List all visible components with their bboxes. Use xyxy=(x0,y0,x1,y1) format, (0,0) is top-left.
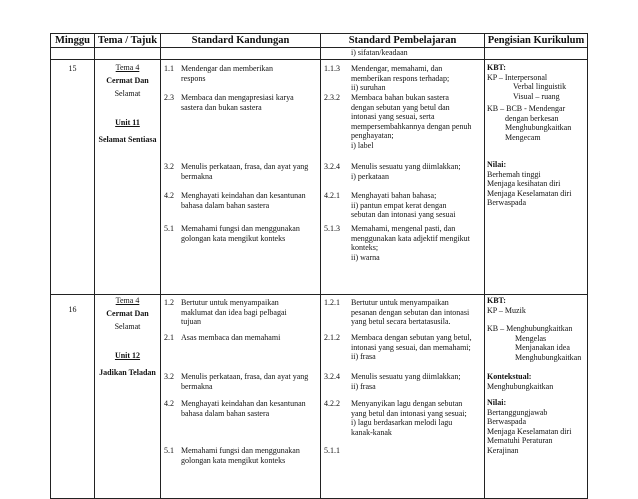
sk-code: 5.1 xyxy=(164,446,174,455)
sp-text-line: Menulis sesuatu yang diimlakkan; xyxy=(351,372,461,381)
sp-text-line: intonasi yang sesuai, serta xyxy=(351,112,435,121)
sp-text-line: Menghayati bahan bahasa; xyxy=(351,191,437,200)
sk-code: 3.2 xyxy=(164,372,174,381)
sk-code: 4.2 xyxy=(164,191,174,200)
sk-text-line: respons xyxy=(181,73,206,83)
sk-text-line: Memahami fungsi dan menggunakan xyxy=(181,446,300,455)
sk-text-line: Mendengar dan memberikan xyxy=(181,64,273,73)
sk-code: 4.2 xyxy=(164,399,174,408)
unit-title: Jadikan Teladan xyxy=(99,368,156,377)
header-minggu: Minggu xyxy=(51,34,95,48)
unit-label: Unit 11 xyxy=(115,118,140,127)
sp-text-line: sebutan dan intonasi yang sesuai xyxy=(351,210,456,219)
kbt-line: Visual – ruang xyxy=(513,91,560,101)
kbt-line: KP – Muzik xyxy=(487,305,526,315)
sk-cell xyxy=(161,60,320,294)
sp-text-line: pesanan dengan sebutan dan intonasi xyxy=(351,307,470,317)
nilai-line: Bertanggungjawab xyxy=(487,407,548,417)
sp-text-line: memberikan respons terhadap; xyxy=(351,73,450,83)
sp-text-line: ii) warna xyxy=(351,252,380,262)
sp-text-line: i) label xyxy=(351,140,374,150)
sk-text-line: Asas membaca dan memahami xyxy=(181,333,281,342)
sk-text-line: Menghayati keindahan dan kesantunan xyxy=(181,399,306,408)
sp-text-line: Mendengar, memahami, dan xyxy=(351,64,443,73)
sp-code: 4.2.1 xyxy=(324,191,340,200)
kbt-label: KBT: xyxy=(487,296,506,305)
sk-cell xyxy=(161,295,320,498)
sp-text-line: ii) pantun empat kerat dengan xyxy=(351,200,447,210)
sp-cell xyxy=(321,60,484,294)
sk-text-line: bahasa dalam bahan sastera xyxy=(181,408,270,418)
nilai-line: Kerajinan xyxy=(487,445,519,455)
sp-text-line: Bertutur untuk menyampaikan xyxy=(351,298,449,307)
sk-text-line: bermakna xyxy=(181,171,213,181)
week-15-row xyxy=(51,60,588,295)
sk-code: 2.3 xyxy=(164,93,174,102)
nilai-line: Berhemah tinggi xyxy=(487,169,541,179)
kbt-line: Verbal linguistik xyxy=(513,82,567,91)
sk-text-line: Memahami fungsi dan menggunakan xyxy=(181,224,300,233)
header-row xyxy=(51,34,588,48)
sp-code: 2.3.2 xyxy=(324,93,340,102)
week-number: 16 xyxy=(68,305,77,314)
nilai-label: Nilai: xyxy=(487,160,507,169)
sp-text-line: mempersembahkannya dengan penuh xyxy=(351,121,472,131)
nilai-line: Menjaga Keselamatan diri xyxy=(487,426,572,436)
carry-over-row xyxy=(51,48,588,60)
theme-name-line1: Cermat Dan xyxy=(106,309,149,318)
sp-code: 2.1.2 xyxy=(324,333,340,342)
nilai-label: Nilai: xyxy=(487,398,507,407)
pk-cell xyxy=(485,60,587,294)
week-16-row xyxy=(51,295,588,499)
kbt-line: KP – Interpersonal xyxy=(487,72,548,82)
sk-code: 1.1 xyxy=(164,64,174,73)
sp-text-line: yang betul secara bertatasusila. xyxy=(351,317,451,326)
sk-code: 3.2 xyxy=(164,162,174,171)
sk-text-line: golongan kata mengikut konteks xyxy=(181,455,286,465)
konteks-line: Menghubungkaitkan xyxy=(487,381,554,391)
sk-text-line: maklumat dan idea bagi pelbagai xyxy=(181,307,287,317)
sk-text-line: Bertutur untuk menyampaikan xyxy=(181,298,279,307)
sp-code: 3.2.4 xyxy=(324,162,340,171)
theme-label: Tema 4 xyxy=(115,296,140,305)
sp-text-line: Menyanyikan lagu dengan sebutan xyxy=(351,399,463,408)
header-tema: Tema / Tajuk xyxy=(95,34,161,48)
kb-line: dengan berkesan xyxy=(505,113,559,123)
sp-code: 4.2.2 xyxy=(324,399,340,408)
sk-text-line: golongan kata mengikut konteks xyxy=(181,233,286,243)
sk-text-line: Membaca dan mengapresiasi karya xyxy=(181,93,294,102)
unit-title: Selamat Sentiasa xyxy=(98,135,157,144)
sk-text-line: bahasa dalam bahan sastera xyxy=(181,200,270,210)
header-pk: Pengisian Kurikulum xyxy=(485,34,588,48)
sp-text-line: ii) frasa xyxy=(351,381,376,391)
sp-code: 5.1.3 xyxy=(324,224,340,233)
nilai-line: Menjaga Keselamatan diri xyxy=(487,188,572,198)
sk-code: 5.1 xyxy=(164,224,174,233)
sp-text-line: Memahami, mengenal pasti, dan xyxy=(351,224,456,233)
pk-cell xyxy=(485,295,587,498)
sp-code: 1.2.1 xyxy=(324,298,340,307)
nilai-line: Berwaspada xyxy=(487,198,527,207)
sp-text-line: dengan sebutan yang betul dan xyxy=(351,102,450,112)
rpt-table xyxy=(50,33,588,499)
sp-text-line: i) perkataan xyxy=(351,171,389,181)
sk-text-line: Menghayati keindahan dan kesantunan xyxy=(181,191,306,200)
kb-line: KB – BCB - Mendengar xyxy=(487,104,566,113)
sp-text-line: penghayatan; xyxy=(351,131,394,140)
sk-text-line: sastera dan bukan sastera xyxy=(181,102,262,112)
sp-text-line: kanak-kanak xyxy=(351,427,392,437)
unit-label: Unit 12 xyxy=(114,351,141,360)
sp-code: 1.1.3 xyxy=(324,64,340,73)
sp-text-line: menggunakan kata adjektif mengikut xyxy=(351,233,470,243)
sp-text-line: Membaca bahan bukan sastera xyxy=(351,93,449,102)
kb-line: Menjanakan idea xyxy=(515,343,570,352)
sp-cell xyxy=(321,295,484,498)
nilai-line: Mematuhi Peraturan xyxy=(487,436,553,445)
theme-name-line1: Cermat Dan xyxy=(106,76,149,85)
sp-text-line: Membaca dengan sebutan yang betul, xyxy=(351,333,472,342)
kb-line: KB – Menghubungkaitkan xyxy=(487,324,573,333)
sp-code: 5.1.1 xyxy=(324,446,340,455)
kb-line: Menghubungkaitkan xyxy=(515,352,582,362)
konteks-label: Kontekstual: xyxy=(487,372,532,381)
nilai-line: Berwaspada xyxy=(487,417,527,426)
sp-text-line: intonasi yang sesuai, dan memahami; xyxy=(351,342,471,352)
sk-code: 1.2 xyxy=(164,298,174,307)
nilai-line: Menjaga kesihatan diri xyxy=(487,179,561,188)
sk-text-line: tujuan xyxy=(181,317,201,326)
sk-text-line: bermakna xyxy=(181,381,213,391)
header-sk: Standard Kandungan xyxy=(161,34,321,48)
sp-text-line: Menulis sesuatu yang diimlakkan; xyxy=(351,162,461,171)
sp-text-line: ii) suruhan xyxy=(351,83,386,92)
sp-text-line: ii) frasa xyxy=(351,352,376,361)
header-sp: Standard Pembelajaran xyxy=(321,34,485,48)
sp-text-line: konteks; xyxy=(351,243,379,252)
week-number: 15 xyxy=(68,64,77,73)
kbt-label: KBT: xyxy=(487,63,506,72)
kb-line: Mengelas xyxy=(515,333,547,343)
kb-line: Mengecam xyxy=(505,132,541,142)
theme-label: Tema 4 xyxy=(115,63,140,72)
kb-line: Menghubungkaitkan xyxy=(505,123,572,132)
carry-over-text: i) sifatan/keadaan xyxy=(351,48,408,57)
theme-name-line2: Selamat xyxy=(114,322,141,331)
sp-text-line: yang betul dan intonasi yang sesuai; xyxy=(351,408,467,418)
sk-text-line: Menulis perkataan, frasa, dan ayat yang xyxy=(181,162,309,171)
sk-text-line: Menulis perkataan, frasa, dan ayat yang xyxy=(181,372,309,381)
sk-code: 2.1 xyxy=(164,333,174,342)
sp-code: 3.2.4 xyxy=(324,372,340,381)
sp-text-line: i) lagu berdasarkan melodi lagu xyxy=(351,418,453,427)
theme-name-line2: Selamat xyxy=(114,89,141,98)
